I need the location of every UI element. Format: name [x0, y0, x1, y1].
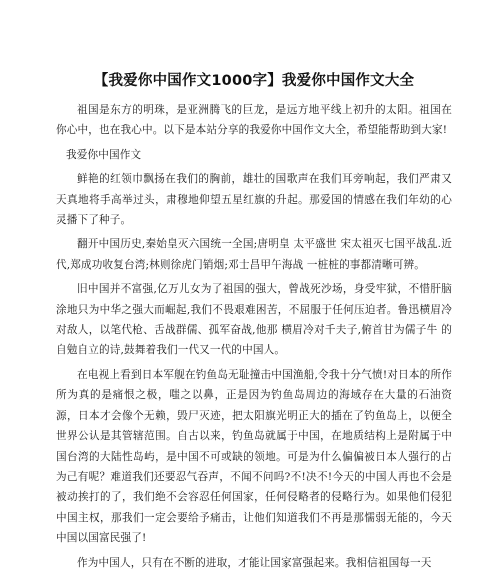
- article: [56, 70, 452, 577]
- body-paragraph: 作为中国人，只有在不断的进取，才能让国家富强起来。我相信祖国每一天: [77, 556, 432, 569]
- section-heading: 我爱你中国作文: [66, 148, 142, 161]
- body-paragraph: 翻开中国历史,秦始皇灭六国统一全国;唐明皇 太平盛世 宋太祖灭七国平战乱.近代,郑成功收复台湾;林则徐虎门销烟;邓士昌甲午海战 一桩桩的事都清晰可辨。: [56, 238, 452, 271]
- intro-paragraph: 祖国是东方的明珠，是亚洲腾飞的巨龙，是远方地平线上初升的太阳。祖国在你心中，也在我心中。以下是本站分享的我爱你中国作文大全，希望能帮助到大家!: [56, 104, 452, 137]
- body-paragraph: 旧中国并不富强,亿万儿女为了祖国的强大，曾战死沙场，身受牢狱，不惜肝脑涂地只为中华之强大而崛起,我们不畏艰难困苦，不屈服于任何压迫者。鲁迅横眉冷对敌人，以笔代枪、舌战群儒、孤军奋战,他那 横眉冷对千夫子,俯首甘为儒子牛 的自勉自立的诗,鼓舞着我们一代又一代的中国人。: [56, 283, 452, 357]
- article-title: 【我爱你中国作文1000字】我爱你中国作文大全: [93, 73, 415, 89]
- body-paragraph: 在电视上看到日本军舰在钓鱼岛无耻撞击中国渔船,令我十分气愤!对日本的所作所为真的是痛恨之极，嗤之以鼻，正是因为钓鱼岛周边的海域存在大量的石油资源，日本才会像个无赖，毁尸灭迹，把太阳旗光明正大的插在了钓鱼岛上，以便全世界公认是其管辖范围。自古以来，钓鱼岛就属于中国，在地质结构上是附属于中国台湾的大陆性岛屿，是中国不可或缺的领地。可是为什么偏偏被日本人强行的占为己有呢？难道我们还要忍气吞声，不闻不问吗?不!决不!今天的中国人再也不会是被动挨打的了，我们绝不会容忍任何国家，任何侵略者的侵略行为。如果他们侵犯中国主权，那我们一定会要给予痛击，让他们知道我们不再是那懦弱无能的，今天中国以国富民强了!: [56, 368, 452, 545]
- body-paragraph: 鲜艳的红领巾飘扬在我们的胸前，雄壮的国歌声在我们耳旁响起，我们严肃又天真地将手高举过头，肃穆地仰望五星红旗的升起。那爱国的情感在我们年幼的心灵播下了种子。: [56, 173, 452, 227]
